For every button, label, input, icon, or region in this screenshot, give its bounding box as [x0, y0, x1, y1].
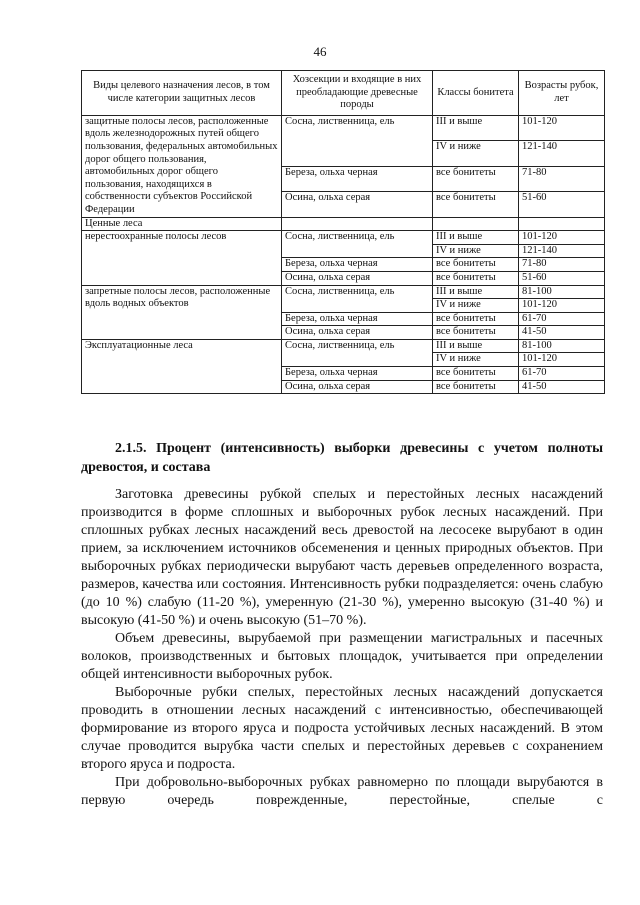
cell-species: Береза, ольха черная: [282, 166, 433, 191]
cell-age: 81-100: [519, 339, 605, 353]
cell-purpose: нерестоохранные полосы лесов: [82, 231, 282, 285]
header-cutting-age: Возрасты рубок, лет: [519, 71, 605, 116]
cell-bonitet: IV и ниже: [433, 141, 519, 166]
table-row: [82, 231, 605, 245]
cell-bonitet: III и выше: [433, 115, 519, 140]
cell-species: Осина, ольха серая: [282, 192, 433, 217]
table-row: [82, 285, 605, 299]
cell-purpose: Эксплуатационные леса: [82, 339, 282, 393]
cell-species: Сосна, лиственница, ель: [282, 115, 433, 166]
cell-age: 51-60: [519, 192, 605, 217]
cell-species: Береза, ольха черная: [282, 258, 433, 272]
cell-purpose: защитные полосы лесов, расположенные вдоль железнодорожных путей общего пользования, федеральных автомобильных дорог общего пользования, автомобильных дорог общего пользования, находящихся в собственности субъектов Российской Федерации: [82, 115, 282, 217]
paragraph: Заготовка древесины рубкой спелых и перестойных лесных насаждений производится в форме сплошных и выборочных рубок лесных насаждений. При сплошных рубках лесных насаждений весь древостой на лесосеке вырубают в один прием, за исключением источников обсеменения и ценных природных объектов. При выборочных рубках периодически вырубают часть деревьев определенного возраста, размеров, качества или состояния. Интенсивность рубки подразделяется: очень слабую (до 10 %) слабую (11-20 %), умеренную (21-30 %), умеренно высокую (31-40 %) и высокую (41-50 %) и очень высокую (51–70 %).: [81, 487, 603, 628]
cell-age: 71-80: [519, 258, 605, 272]
cell-bonitet: все бонитеты: [433, 192, 519, 217]
cell-age: 61-70: [519, 312, 605, 326]
cell-bonitet: IV и ниже: [433, 299, 519, 313]
table-header-row: [82, 71, 605, 116]
header-species: Хозсекции и входящие в них преобладающие древесные породы: [282, 71, 433, 116]
section-heading-line-1: 2.1.5. Процент (интенсивность) выборки древесины с учетом полноты: [115, 441, 603, 456]
cell-species: Сосна, лиственница, ель: [282, 231, 433, 258]
cell-bonitet: все бонитеты: [433, 312, 519, 326]
cell-bonitet: все бонитеты: [433, 258, 519, 272]
cell-age: 101-120: [519, 231, 605, 245]
cell-bonitet: IV и ниже: [433, 244, 519, 258]
page-number: 46: [313, 44, 327, 59]
table-row: [82, 115, 605, 140]
table-row: [82, 217, 605, 231]
cell-species: Осина, ольха серая: [282, 380, 433, 394]
cell-age: 61-70: [519, 367, 605, 381]
cell-bonitet: III и выше: [433, 285, 519, 299]
paragraph: Объем древесины, вырубаемой при размещении магистральных и пасечных волоков, производственных и бытовых площадок, учитывается при определении общей интенсивности выборочных рубок.: [81, 631, 603, 682]
paragraph: Выборочные рубки спелых, перестойных лесных насаждений допускается проводить в отношении лесных насаждений с интенсивностью, обеспечивающей формирование из второго яруса и подроста устойчивых лесных насаждений. В этом случае проводится вырубка части спелых и перестойных деревьев с сохранением второго яруса и подроста.: [81, 685, 603, 772]
cell-age: 101-120: [519, 299, 605, 313]
cell-bonitet: III и выше: [433, 231, 519, 245]
cell-bonitet: [433, 217, 519, 231]
cell-species: [282, 217, 433, 231]
cutting-age-table: [81, 70, 605, 394]
cell-age: 81-100: [519, 285, 605, 299]
cell-bonitet: все бонитеты: [433, 326, 519, 340]
cell-bonitet: IV и ниже: [433, 353, 519, 367]
cell-age: 71-80: [519, 166, 605, 191]
cell-age: 101-120: [519, 115, 605, 140]
cell-bonitet: все бонитеты: [433, 380, 519, 394]
cell-species: Осина, ольха серая: [282, 326, 433, 340]
cell-bonitet: все бонитеты: [433, 271, 519, 285]
header-bonitet: Классы бонитета: [433, 71, 519, 116]
cell-species: Сосна, лиственница, ель: [282, 285, 433, 312]
cell-age: 51-60: [519, 271, 605, 285]
cell-species: Береза, ольха черная: [282, 367, 433, 381]
cell-purpose: запретные полосы лесов, расположенные вдоль водных объектов: [82, 285, 282, 339]
cell-bonitet: все бонитеты: [433, 367, 519, 381]
section-body: [81, 486, 603, 810]
cell-age: 121-140: [519, 244, 605, 258]
cell-bonitet: III и выше: [433, 339, 519, 353]
section-heading: [81, 439, 603, 477]
cell-age: 101-120: [519, 353, 605, 367]
cell-species: Сосна, лиственница, ель: [282, 339, 433, 366]
header-purpose: Виды целевого назначения лесов, в том числе категории защитных лесов: [82, 71, 282, 116]
table-row: [82, 339, 605, 353]
cell-species: Береза, ольха черная: [282, 312, 433, 326]
cell-age: 41-50: [519, 326, 605, 340]
section-heading-line-2: древостоя, и состава: [81, 460, 211, 475]
cell-bonitet: все бонитеты: [433, 166, 519, 191]
cell-age: 121-140: [519, 141, 605, 166]
cell-age: 41-50: [519, 380, 605, 394]
paragraph: При добровольно-выборочных рубках равномерно по площади вырубаются в первую очередь поврежденные, перестойные, спелые с: [81, 775, 603, 808]
cell-age: [519, 217, 605, 231]
cell-purpose: Ценные леса: [82, 217, 282, 231]
cell-species: Осина, ольха серая: [282, 271, 433, 285]
